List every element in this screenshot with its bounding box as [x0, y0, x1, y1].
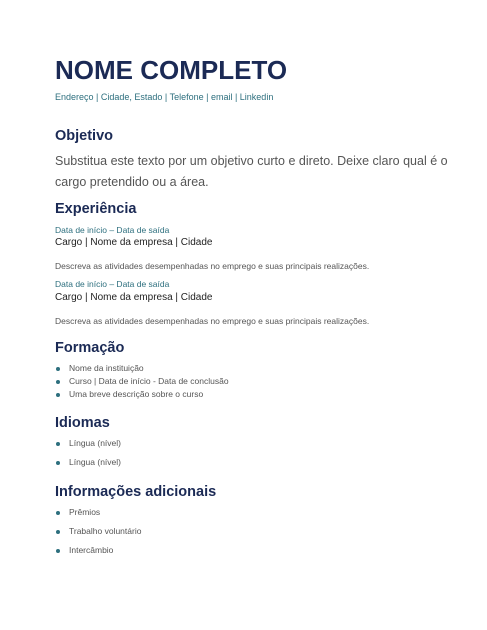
list-item	[55, 388, 229, 401]
experience-role: Cargo | Nome da empresa | Cidade	[55, 237, 213, 248]
list-item	[55, 453, 121, 472]
bullet-dot-icon	[56, 380, 60, 384]
list-item	[55, 503, 141, 522]
bullet-dot-icon	[56, 530, 60, 534]
bullet-dot-icon	[56, 442, 60, 446]
additional-info-list	[55, 503, 141, 560]
experience-description: Descreva as atividades desempenhadas no emprego e suas principais realizações.	[55, 261, 370, 271]
bullet-dot-icon	[56, 549, 60, 553]
experience-role: Cargo | Nome da empresa | Cidade	[55, 292, 213, 303]
list-item	[55, 541, 141, 560]
contact-line: Endereço | Cidade, Estado | Telefone | email | Linkedin	[55, 92, 274, 102]
objective-text: Substitua este texto por um objetivo curto e direto. Deixe claro qual é o cargo pretendido ou a área.	[55, 154, 448, 189]
list-item-text: Nome da instituição	[69, 363, 144, 373]
experience-description: Descreva as atividades desempenhadas no emprego e suas principais realizações.	[55, 316, 370, 326]
list-item	[55, 434, 121, 453]
list-item-text: Língua (nível)	[69, 457, 121, 467]
full-name: NOME COMPLETO	[55, 55, 288, 85]
list-item	[55, 362, 229, 375]
list-item-text: Língua (nível)	[69, 438, 121, 448]
experience-dates: Data de início – Data de saída	[55, 279, 170, 289]
languages-list	[55, 434, 121, 472]
bullet-dot-icon	[56, 367, 60, 371]
list-item-text: Trabalho voluntário	[69, 526, 142, 536]
list-item	[55, 522, 141, 541]
bullet-dot-icon	[56, 511, 60, 515]
objective-heading: Objetivo	[55, 128, 114, 144]
bullet-dot-icon	[56, 393, 60, 397]
experience-heading: Experiência	[55, 201, 137, 217]
list-item-text: Intercâmbio	[69, 545, 114, 555]
languages-heading: Idiomas	[55, 415, 110, 431]
list-item-text: Prêmios	[69, 507, 101, 517]
bullet-dot-icon	[56, 461, 60, 465]
education-list	[55, 362, 229, 401]
education-heading: Formação	[55, 340, 125, 356]
list-item	[55, 375, 229, 388]
list-item-text: Uma breve descrição sobre o curso	[69, 389, 204, 399]
additional-info-heading: Informações adicionais	[55, 484, 217, 500]
list-item-text: Curso | Data de início - Data de conclusão	[69, 376, 229, 386]
experience-dates: Data de início – Data de saída	[55, 225, 170, 235]
